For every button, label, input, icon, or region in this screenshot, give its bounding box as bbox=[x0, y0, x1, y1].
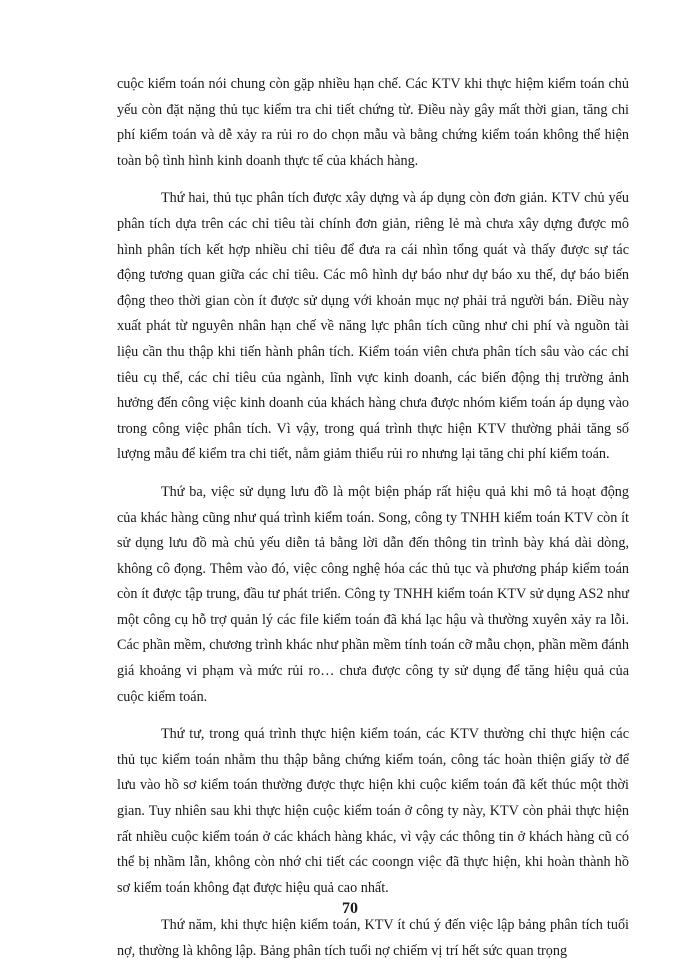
paragraph-4: Thứ tư, trong quá trình thực hiện kiểm toán, các KTV thường chỉ thực hiện các thủ tục kiểm toán nhằm thu thập bằng chứng kiểm toán, công tác hoàn thiện giấy tờ để lưu vào hồ sơ kiểm toán thường được thực hiện khi cuộc kiểm toán đã kết thúc một thời gian. Tuy nhiên sau khi thực hiện cuộc kiểm toán ở công ty này, KTV còn phải thực hiện rất nhiều cuộc kiểm toán ở các khách hàng khác, vì vậy các thông tin ở khách hàng cũ có thể bị nhầm lẫn, không còn nhớ chi tiết các coongn việc đã thực hiện, khi hoàn thành hồ sơ kiểm toán không đạt được hiệu quả cao nhất. bbox=[117, 726, 629, 896]
body-text bbox=[117, 72, 629, 977]
page-number: 70 bbox=[342, 900, 358, 917]
paragraph-3: Thứ ba, việc sử dụng lưu đồ là một biện pháp rất hiệu quả khi mô tả hoạt động của khác hàng cũng như quá trình kiểm toán. Song, công ty TNHH kiểm toán KTV còn ít sử dụng lưu đồ mà chủ yếu diễn tả bằng lời dẫn đến thông tin trình bày khá dài dòng, không cô đọng. Thêm vào đó, việc công nghệ hóa các thủ tục và phương pháp kiểm toán còn ít được tập trung, đầu tư phát triển. Công ty TNHH kiểm toán KTV sử dụng AS2 như một công cụ hỗ trợ quản lý các file kiểm toán đã khá lạc hậu và thường xuyên xảy ra lỗi. Các phần mềm, chương trình khác như phần mềm tính toán cỡ mẫu chọn, phần mềm đánh giá khoảng vi phạm và mức rủi ro… chưa được công ty sử dụng để tăng hiệu quả của cuộc kiểm toán. bbox=[117, 483, 629, 705]
paragraph-5: Thứ năm, khi thực hiện kiểm toán, KTV ít chú ý đến việc lập bảng phân tích tuổi nợ, thường là không lập. Bảng phân tích tuổi nợ chiếm vị trí hết sức quan trọng bbox=[117, 917, 629, 959]
paragraph-2: Thứ hai, thủ tục phân tích được xây dựng và áp dụng còn đơn giản. KTV chủ yếu phân tích dựa trên các chỉ tiêu tài chính đơn giản, riêng lẻ mà chưa xây dựng được mô hình phân tích kết hợp nhiều chỉ tiêu để đưa ra cái nhìn tổng quát và thấy được sự tác động tương quan giữa các chỉ tiêu. Các mô hình dự báo như dự báo xu thế, dự báo biến động theo thời gian còn ít được sử dụng với khoản mục nợ phải trả người bán. Điều này xuất phát từ nguyên nhân hạn chế về năng lực phân tích cũng như chi phí và nguồn tài liệu cần thu thập khi tiến hành phân tích. Kiểm toán viên chưa phân tích sâu vào các chỉ tiêu cụ thể, các chỉ tiêu của ngành, lĩnh vực kinh doanh, các biến động thị trường ảnh hưởng đến công việc kinh doanh của khách hàng chưa được nhóm kiểm toán áp dụng vào trong công việc phân tích. Vì vậy, trong quá trình thực hiện KTV thường phải tăng số lượng mẫu để kiểm tra chi tiết, nằm giảm thiểu rủi ro nhưng lại tăng chi phí kiểm toán. bbox=[117, 190, 629, 463]
paragraph-1: cuộc kiểm toán nói chung còn gặp nhiều hạn chế. Các KTV khi thực hiệm kiểm toán chủ yếu còn đặt nặng thủ tục kiểm tra chi tiết chứng từ. Điều này gây mất thời gian, tăng chi phí kiểm toán và dễ xảy ra rủi ro do chọn mẫu và bằng chứng kiểm toán không thể hiện toàn bộ tình hình kinh doanh thực tế của khách hàng. bbox=[117, 76, 629, 169]
